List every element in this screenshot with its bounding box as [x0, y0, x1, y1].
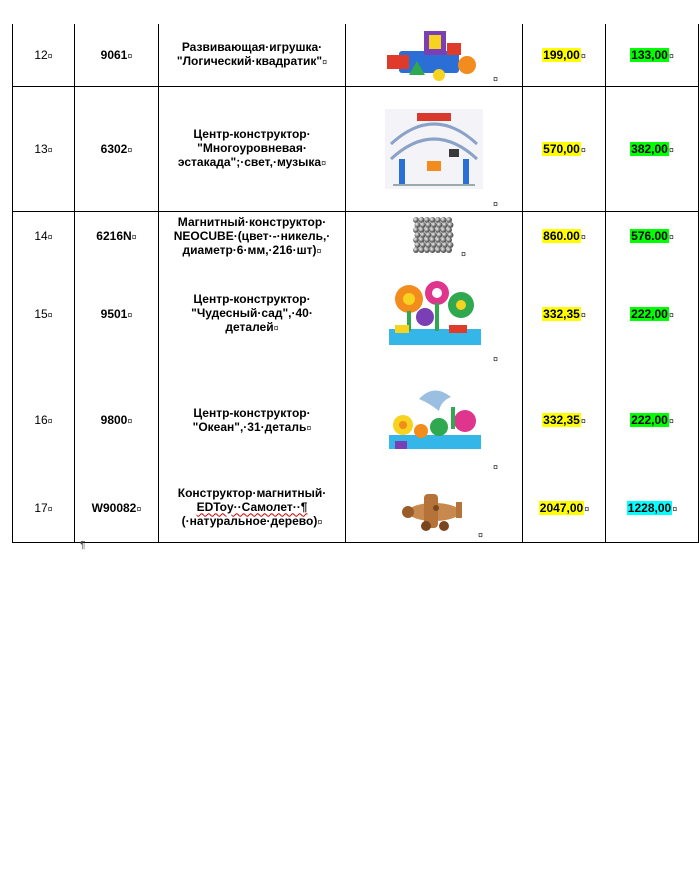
table-row: 13¤ 6302¤ Центр-конструктор· "Многоуровневая· эстакада";·свет,·музыка¤ ¤ 570,00¤ 382,00¤	[13, 86, 699, 211]
sale-price-cell: 222,00¤	[606, 366, 699, 474]
product-name: Развивающая·игрушка· "Логический·квадратик"¤	[159, 24, 346, 86]
article-code: 9800¤	[75, 366, 159, 474]
article-code: W90082¤	[75, 474, 159, 542]
sale-price-cell: 382,00¤	[606, 86, 699, 211]
sale-price-cell: 1228,00¤	[606, 474, 699, 542]
row-number: 12¤	[13, 24, 75, 86]
row-number: 14¤	[13, 211, 75, 261]
price-cell: 332,35¤	[523, 261, 606, 366]
ocean-set-image	[346, 379, 522, 461]
sale-price-cell: 576.00¤	[606, 211, 699, 261]
article-code: 6216N¤	[75, 211, 159, 261]
price-cell: 199,00¤	[523, 24, 606, 86]
neocube-image	[346, 215, 522, 257]
product-name: Центр-конструктор· "Чудесный·сад",·40· деталей¤	[159, 261, 346, 366]
table-row: 17¤ W90082¤ Конструктор·магнитный· EDToy··Самолет··¶ (·натуральное·дерево)¤ ¤ 2047,00¤ 1228,00¤	[13, 474, 699, 542]
product-name: Центр-конструктор· "Океан",·31·деталь¤	[159, 366, 346, 474]
row-number: 13¤	[13, 86, 75, 211]
product-name: Конструктор·магнитный· EDToy··Самолет··¶ (·натуральное·дерево)¤	[159, 474, 346, 542]
price-cell: 332,35¤	[523, 366, 606, 474]
article-code: 6302¤	[75, 86, 159, 211]
article-code: 9061¤	[75, 24, 159, 86]
product-name: Магнитный·конструктор· NEOCUBE·(цвет·-·никель,· диаметр·6·мм,·216·шт)¤	[159, 211, 346, 261]
article-code: 9501¤	[75, 261, 159, 366]
wooden-airplane-image	[346, 482, 522, 534]
row-number: 15¤	[13, 261, 75, 366]
price-cell: 2047,00¤	[523, 474, 606, 542]
row-number: 16¤	[13, 366, 75, 474]
sale-price-cell: 133,00¤	[606, 24, 699, 86]
row-number: 17¤	[13, 474, 75, 542]
price-cell: 570,00¤	[523, 86, 606, 211]
table-row: 16¤ 9800¤ Центр-конструктор· "Океан",·31·деталь¤ ¤ 332,35¤ 222,00¤	[13, 366, 699, 474]
wonder-garden-image	[346, 273, 522, 355]
price-table	[12, 24, 699, 543]
multilevel-overpass-image	[346, 99, 522, 199]
table-row: 12¤ 9061¤ Развивающая·игрушка· "Логический·квадратик"¤ ¤ 199,00¤ 133,00¤	[13, 24, 699, 86]
table-row: 15¤ 9501¤ Центр-конструктор· "Чудесный·сад",·40· деталей¤ ¤ 332,35¤ 222,00¤	[13, 261, 699, 366]
table-row: 14¤ 6216N¤ Магнитный·конструктор· NEOCUBE·(цвет·-·никель,· диаметр·6·мм,·216·шт)¤ ¤ 860.00¤ 576.00¤	[13, 211, 699, 261]
price-cell: 860.00¤	[523, 211, 606, 261]
sale-price-cell: 222,00¤	[606, 261, 699, 366]
product-name: Центр-конструктор· "Многоуровневая· эстакада";·свет,·музыка¤	[159, 86, 346, 211]
paragraph-mark: ¶	[80, 540, 86, 551]
